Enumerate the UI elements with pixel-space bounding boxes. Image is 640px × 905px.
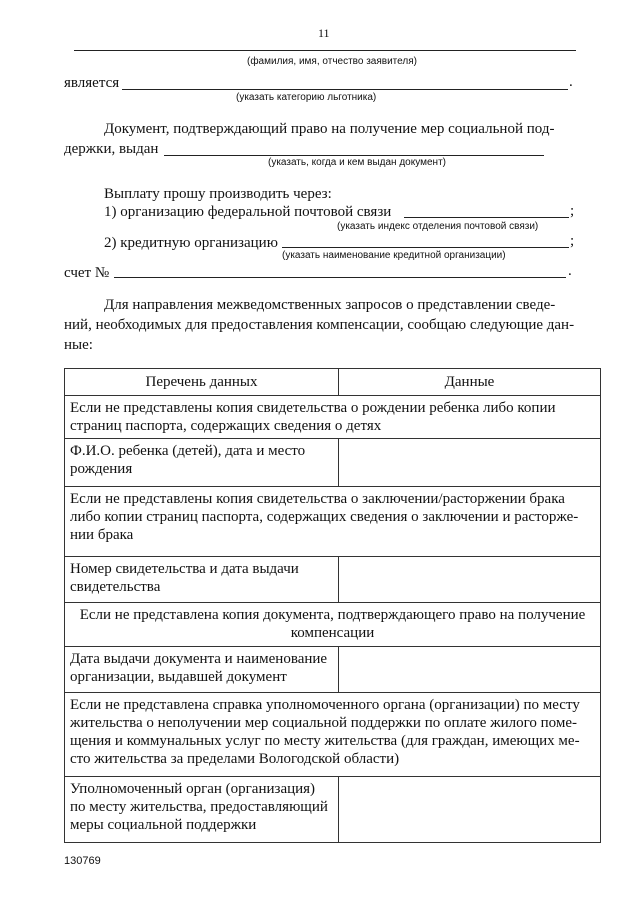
field-document-issue: Дата выдачи документа и наименование организации, выдавшей документ xyxy=(65,647,339,693)
request-line2: ний, необходимых для предоставления компенсации, сообщаю следующие дан- xyxy=(64,317,575,333)
value-certificate-number[interactable] xyxy=(339,557,601,603)
bank-name-caption: (указать наименование кредитной организации) xyxy=(282,250,506,261)
field-authorized-body: Уполномоченный орган (организация) по месту жительства, предоставляющий меры социальной поддержки xyxy=(65,777,339,843)
field-certificate-number: Номер свидетельства и дата выдачи свидетельства xyxy=(65,557,339,603)
account-label: счет № xyxy=(64,265,110,281)
section-authority-certificate: Если не представлена справка уполномоченного органа (организации) по месту жительства о неполучении мер социальной поддержки по оплате жилого поме-щения и коммунальных услуг по месту жительства (для граждан, имеющих ме-сто жительства за пределами Вологодской области) xyxy=(65,693,601,777)
bank-semicolon: ; xyxy=(570,233,575,249)
is-label: является xyxy=(64,75,120,91)
data-table xyxy=(64,368,601,843)
section-birth-certificate: Если не представлены копия свидетельства о рождении ребенка либо копии страниц паспорта, содержащих сведения о детях xyxy=(65,396,601,439)
bank-name-line[interactable] xyxy=(282,247,569,248)
applicant-name-line[interactable] xyxy=(74,50,576,51)
header-data: Данные xyxy=(339,369,601,396)
page-number: 11 xyxy=(318,26,330,40)
document-issued-line[interactable] xyxy=(164,155,544,156)
value-child-name[interactable] xyxy=(339,439,601,487)
section-right-document: Если не представлена копия документа, подтверждающего право на получение компенсации xyxy=(65,603,601,647)
document-issued-caption: (указать, когда и кем выдан документ) xyxy=(268,157,446,168)
post-index-caption: (указать индекс отделения почтовой связи) xyxy=(337,221,539,232)
post-index-line[interactable] xyxy=(404,217,569,218)
category-caption: (указать категорию льготника) xyxy=(236,92,377,103)
post-semicolon: ; xyxy=(570,203,575,219)
request-line3: ные: xyxy=(64,337,93,353)
request-line1: Для направления межведомственных запросов о представлении сведе- xyxy=(104,297,556,313)
category-period: . xyxy=(569,74,573,90)
section-marriage-certificate: Если не представлены копия свидетельства о заключении/расторжении брака либо копии страниц паспорта, содержащих сведения о заключении и расторже-нии брака xyxy=(65,487,601,557)
document-text-line2: держки, выдан xyxy=(64,141,159,157)
payment-option-bank: 2) кредитную организацию xyxy=(104,235,278,251)
document-text-line1: Документ, подтверждающий право на получение мер социальной под- xyxy=(104,121,555,137)
applicant-name-caption: (фамилия, имя, отчество заявителя) xyxy=(247,56,417,67)
payment-option-post: 1) организацию федеральной почтовой связи xyxy=(104,204,392,220)
value-document-issue[interactable] xyxy=(339,647,601,693)
account-period: . xyxy=(568,263,572,279)
value-authorized-body[interactable] xyxy=(339,777,601,843)
document-id: 130769 xyxy=(64,855,101,867)
field-child-name: Ф.И.О. ребенка (детей), дата и место рождения xyxy=(65,439,339,487)
header-list-of-data: Перечень данных xyxy=(65,369,339,396)
account-line[interactable] xyxy=(114,277,566,278)
category-line[interactable] xyxy=(122,89,568,90)
payment-intro: Выплату прошу производить через: xyxy=(104,186,332,202)
